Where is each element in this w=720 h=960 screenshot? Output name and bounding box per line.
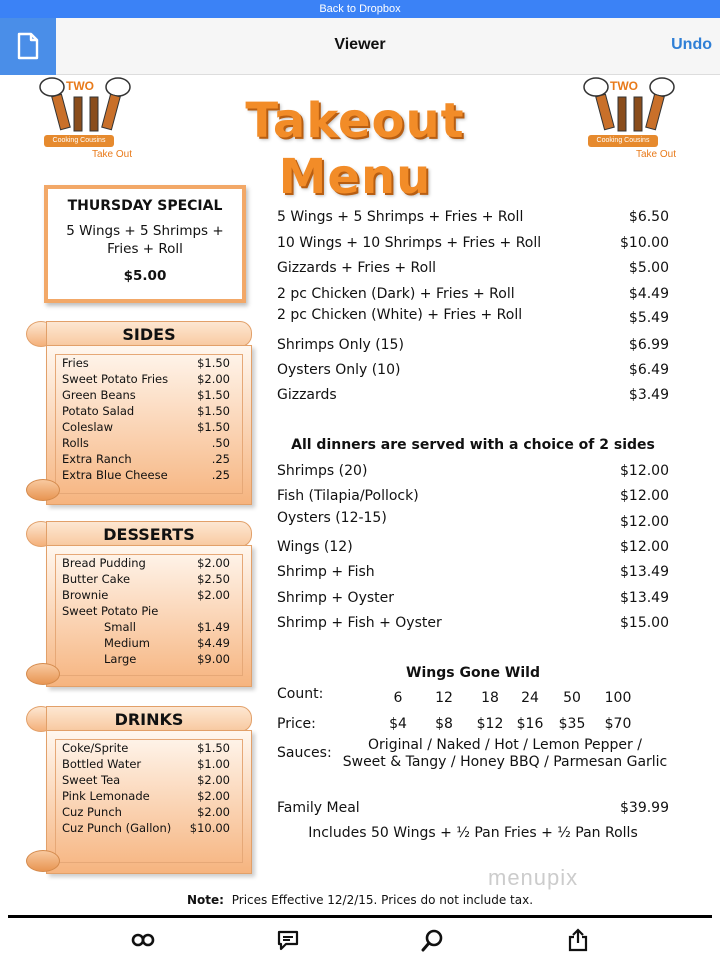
family-meal-includes: Includes 50 Wings + ½ Pan Fries + ½ Pan Rolls — [308, 825, 638, 841]
drinks-heading: DRINKS — [46, 706, 252, 732]
item-price: $1.50 — [197, 404, 230, 418]
note-text: Prices Effective 12/2/15. Prices do not include tax. — [231, 893, 534, 907]
item-name: Fries — [62, 356, 89, 370]
dinner-price: $13.49 — [620, 564, 669, 580]
logo-takeout-text: Take Out — [92, 149, 133, 160]
item-price: $2.00 — [197, 789, 230, 803]
logo-right — [578, 75, 682, 165]
item-name: Extra Blue Cheese — [62, 468, 168, 482]
item-name: Sweet Tea — [62, 773, 121, 787]
menu-title: Takeout Menu — [245, 93, 465, 205]
desserts-item — [56, 603, 242, 619]
item-name: Brownie — [62, 588, 109, 602]
item-name: Potato Salad — [62, 404, 135, 418]
combo-row — [277, 258, 669, 278]
logo-ribbon: Cooking Cousins — [44, 135, 114, 147]
dinner-row — [277, 461, 669, 481]
note-label: Note: — [186, 893, 224, 907]
item-name: Medium — [104, 636, 150, 650]
item-price: $1.50 — [197, 420, 230, 434]
sides-list — [55, 354, 243, 494]
combo-name: 2 pc Chicken (White) + Fries + Roll — [277, 307, 523, 323]
dinner-name: Shrimps (20) — [277, 463, 368, 479]
sides-item — [56, 355, 242, 371]
drinks-list — [55, 739, 243, 863]
drinks-item — [56, 820, 242, 836]
item-price: $1.49 — [197, 620, 230, 634]
dinner-name: Wings (12) — [277, 539, 353, 555]
comment-icon[interactable] — [276, 928, 300, 952]
item-name: Bread Pudding — [62, 556, 146, 570]
item-name: Coleslaw — [62, 420, 113, 434]
item-name: Cuz Punch — [62, 805, 122, 819]
item-name: Cuz Punch (Gallon) — [62, 821, 172, 835]
family-meal-row — [277, 798, 669, 818]
combo-row — [277, 284, 669, 304]
sides-panel — [46, 345, 252, 505]
special-heading: THURSDAY SPECIAL — [67, 198, 223, 214]
combo-name: Gizzards + Fries + Roll — [277, 260, 436, 276]
item-price: $2.00 — [197, 773, 230, 787]
combo-price: $4.49 — [628, 286, 669, 302]
item-name: Extra Ranch — [62, 452, 132, 466]
dinner-row — [277, 486, 669, 506]
wing-count: 6 — [393, 690, 403, 706]
combo-name: Shrimps Only (15) — [277, 337, 404, 353]
wing-count: 18 — [481, 690, 499, 706]
dinner-name: Shrimp + Fish + Oyster — [277, 615, 442, 631]
logo-two-text: TWO — [66, 79, 94, 93]
menupix-watermark: menupix — [488, 865, 579, 890]
drinks-scroll — [20, 706, 256, 876]
sides-heading: SIDES — [46, 321, 252, 347]
drinks-item — [56, 740, 242, 756]
special-description — [48, 222, 242, 258]
logo-ribbon: Cooking Cousins — [588, 135, 658, 147]
viewer-navbar — [0, 18, 720, 75]
wing-price: $70 — [604, 716, 632, 732]
item-name: Rolls — [62, 436, 89, 450]
menu-document — [0, 75, 720, 915]
desserts-panel — [46, 545, 252, 687]
item-name: Butter Cake — [62, 572, 131, 586]
scroll-curl — [26, 850, 60, 872]
dinner-price: $12.00 — [620, 539, 669, 555]
item-name: Green Beans — [62, 388, 136, 402]
sides-scroll — [20, 321, 256, 511]
special-price: $5.00 — [123, 268, 167, 284]
combo-name: 5 Wings + 5 Shrimps + Fries + Roll — [277, 209, 524, 225]
desserts-item — [56, 587, 242, 603]
dinners-heading: All dinners are served with a choice of 2 sides — [291, 437, 655, 453]
dinner-price: $12.00 — [620, 488, 669, 504]
combo-name: Oysters Only (10) — [277, 362, 401, 378]
link-icon[interactable] — [130, 928, 154, 952]
dinner-row — [277, 562, 669, 582]
special-desc-line: 5 Wings + 5 Shrimps + — [66, 223, 224, 239]
item-price: $2.50 — [197, 572, 230, 586]
item-name: Bottled Water — [62, 757, 142, 771]
family-meal-price: $39.99 — [620, 800, 669, 816]
dinner-price: $13.49 — [620, 590, 669, 606]
dinner-row — [277, 588, 669, 608]
scroll-curl — [26, 663, 60, 685]
sides-item — [56, 419, 242, 435]
drinks-item — [56, 772, 242, 788]
count-label: Count: — [277, 686, 324, 702]
bottom-toolbar — [0, 918, 720, 960]
item-price: $10.00 — [189, 821, 230, 835]
dinner-name: Fish (Tilapia/Pollock) — [277, 488, 419, 504]
item-name: Sweet Potato Pie — [62, 604, 159, 618]
dinner-price: $12.00 — [620, 514, 669, 530]
document-button[interactable] — [0, 18, 56, 75]
combo-row — [277, 207, 669, 227]
sides-item — [56, 403, 242, 419]
thursday-special-box — [44, 185, 246, 303]
sides-item — [56, 451, 242, 467]
combo-price: $6.50 — [628, 209, 669, 225]
item-price: $2.00 — [197, 372, 230, 386]
drinks-item — [56, 788, 242, 804]
item-price: $1.50 — [197, 741, 230, 755]
special-desc-line: Fries + Roll — [107, 241, 183, 257]
sides-item — [56, 467, 242, 483]
dinner-price: $15.00 — [620, 615, 669, 631]
document-icon — [16, 32, 40, 60]
page-title: Viewer — [334, 36, 386, 53]
item-price: $1.50 — [197, 356, 230, 370]
sauces-label: Sauces: — [277, 745, 332, 761]
item-price: $1.00 — [197, 757, 230, 771]
logo-left — [34, 75, 138, 165]
combo-name: 10 Wings + 10 Shrimps + Fries + Roll — [277, 235, 542, 251]
drinks-item — [56, 804, 242, 820]
sides-item — [56, 435, 242, 451]
back-to-dropbox-link[interactable]: Back to Dropbox — [0, 0, 720, 18]
item-price: $2.00 — [197, 556, 230, 570]
item-name: Pink Lemonade — [62, 789, 150, 803]
wings-gone-wild-heading: Wings Gone Wild — [406, 665, 540, 681]
dinner-row — [277, 613, 669, 633]
wing-price: $12 — [476, 716, 504, 732]
sauces-list — [340, 737, 670, 771]
item-price: .25 — [211, 452, 230, 466]
desserts-item — [56, 635, 242, 651]
price-note — [0, 893, 720, 907]
dinner-name: Oysters (12-15) — [277, 510, 387, 526]
sides-item — [56, 371, 242, 387]
item-name: Small — [104, 620, 136, 634]
desserts-item — [56, 555, 242, 571]
wing-price: $35 — [558, 716, 586, 732]
combo-price: $10.00 — [620, 235, 669, 251]
wing-count: 24 — [521, 690, 539, 706]
drinks-item — [56, 756, 242, 772]
dinner-row — [277, 537, 669, 557]
wing-count: 100 — [604, 690, 632, 706]
item-price: $2.00 — [197, 805, 230, 819]
item-price: $9.00 — [197, 652, 230, 666]
item-price: $2.00 — [197, 588, 230, 602]
combo-row — [277, 335, 669, 355]
sauces-line: Sweet & Tangy / Honey BBQ / Parmesan Garlic — [342, 754, 668, 770]
desserts-item — [56, 651, 242, 667]
item-name: Coke/Sprite — [62, 741, 129, 755]
desserts-list — [55, 554, 243, 676]
combo-name: 2 pc Chicken (Dark) + Fries + Roll — [277, 286, 515, 302]
sauces-line: Original / Naked / Hot / Lemon Pepper / — [368, 737, 642, 753]
combo-row — [277, 233, 669, 253]
combo-price: $6.49 — [628, 362, 669, 378]
wing-count: 50 — [563, 690, 581, 706]
logo-takeout-text: Take Out — [636, 149, 677, 160]
combo-price: $5.00 — [628, 260, 669, 276]
sides-item — [56, 387, 242, 403]
item-price: $1.50 — [197, 388, 230, 402]
search-icon[interactable] — [421, 928, 445, 952]
item-price: $4.49 — [197, 636, 230, 650]
wing-price: $16 — [516, 716, 544, 732]
combo-price: $6.99 — [628, 337, 669, 353]
undo-button[interactable]: Undo — [671, 36, 712, 53]
item-price: .25 — [211, 468, 230, 482]
wing-price: $4 — [389, 716, 407, 732]
combo-row — [277, 385, 669, 405]
dinner-name: Shrimp + Oyster — [277, 590, 395, 606]
family-meal-name: Family Meal — [277, 800, 360, 816]
item-name: Large — [104, 652, 137, 666]
dinner-row — [277, 508, 669, 528]
desserts-item — [56, 571, 242, 587]
combo-row — [277, 360, 669, 380]
combo-name: Gizzards — [277, 387, 337, 403]
item-name: Sweet Potato Fries — [62, 372, 169, 386]
wing-count: 12 — [435, 690, 453, 706]
drinks-panel — [46, 730, 252, 874]
combo-row — [277, 305, 669, 325]
desserts-heading: DESSERTS — [46, 521, 252, 547]
scroll-curl — [26, 479, 60, 501]
wing-price: $8 — [435, 716, 453, 732]
price-label: Price: — [277, 716, 316, 732]
combo-price: $5.49 — [628, 310, 669, 326]
item-price: .50 — [211, 436, 230, 450]
dinner-price: $12.00 — [620, 463, 669, 479]
logo-two-text: TWO — [610, 79, 638, 93]
desserts-item — [56, 619, 242, 635]
desserts-scroll — [20, 521, 256, 691]
share-icon[interactable] — [566, 928, 590, 952]
dinner-name: Shrimp + Fish — [277, 564, 375, 580]
combo-price: $3.49 — [628, 387, 669, 403]
